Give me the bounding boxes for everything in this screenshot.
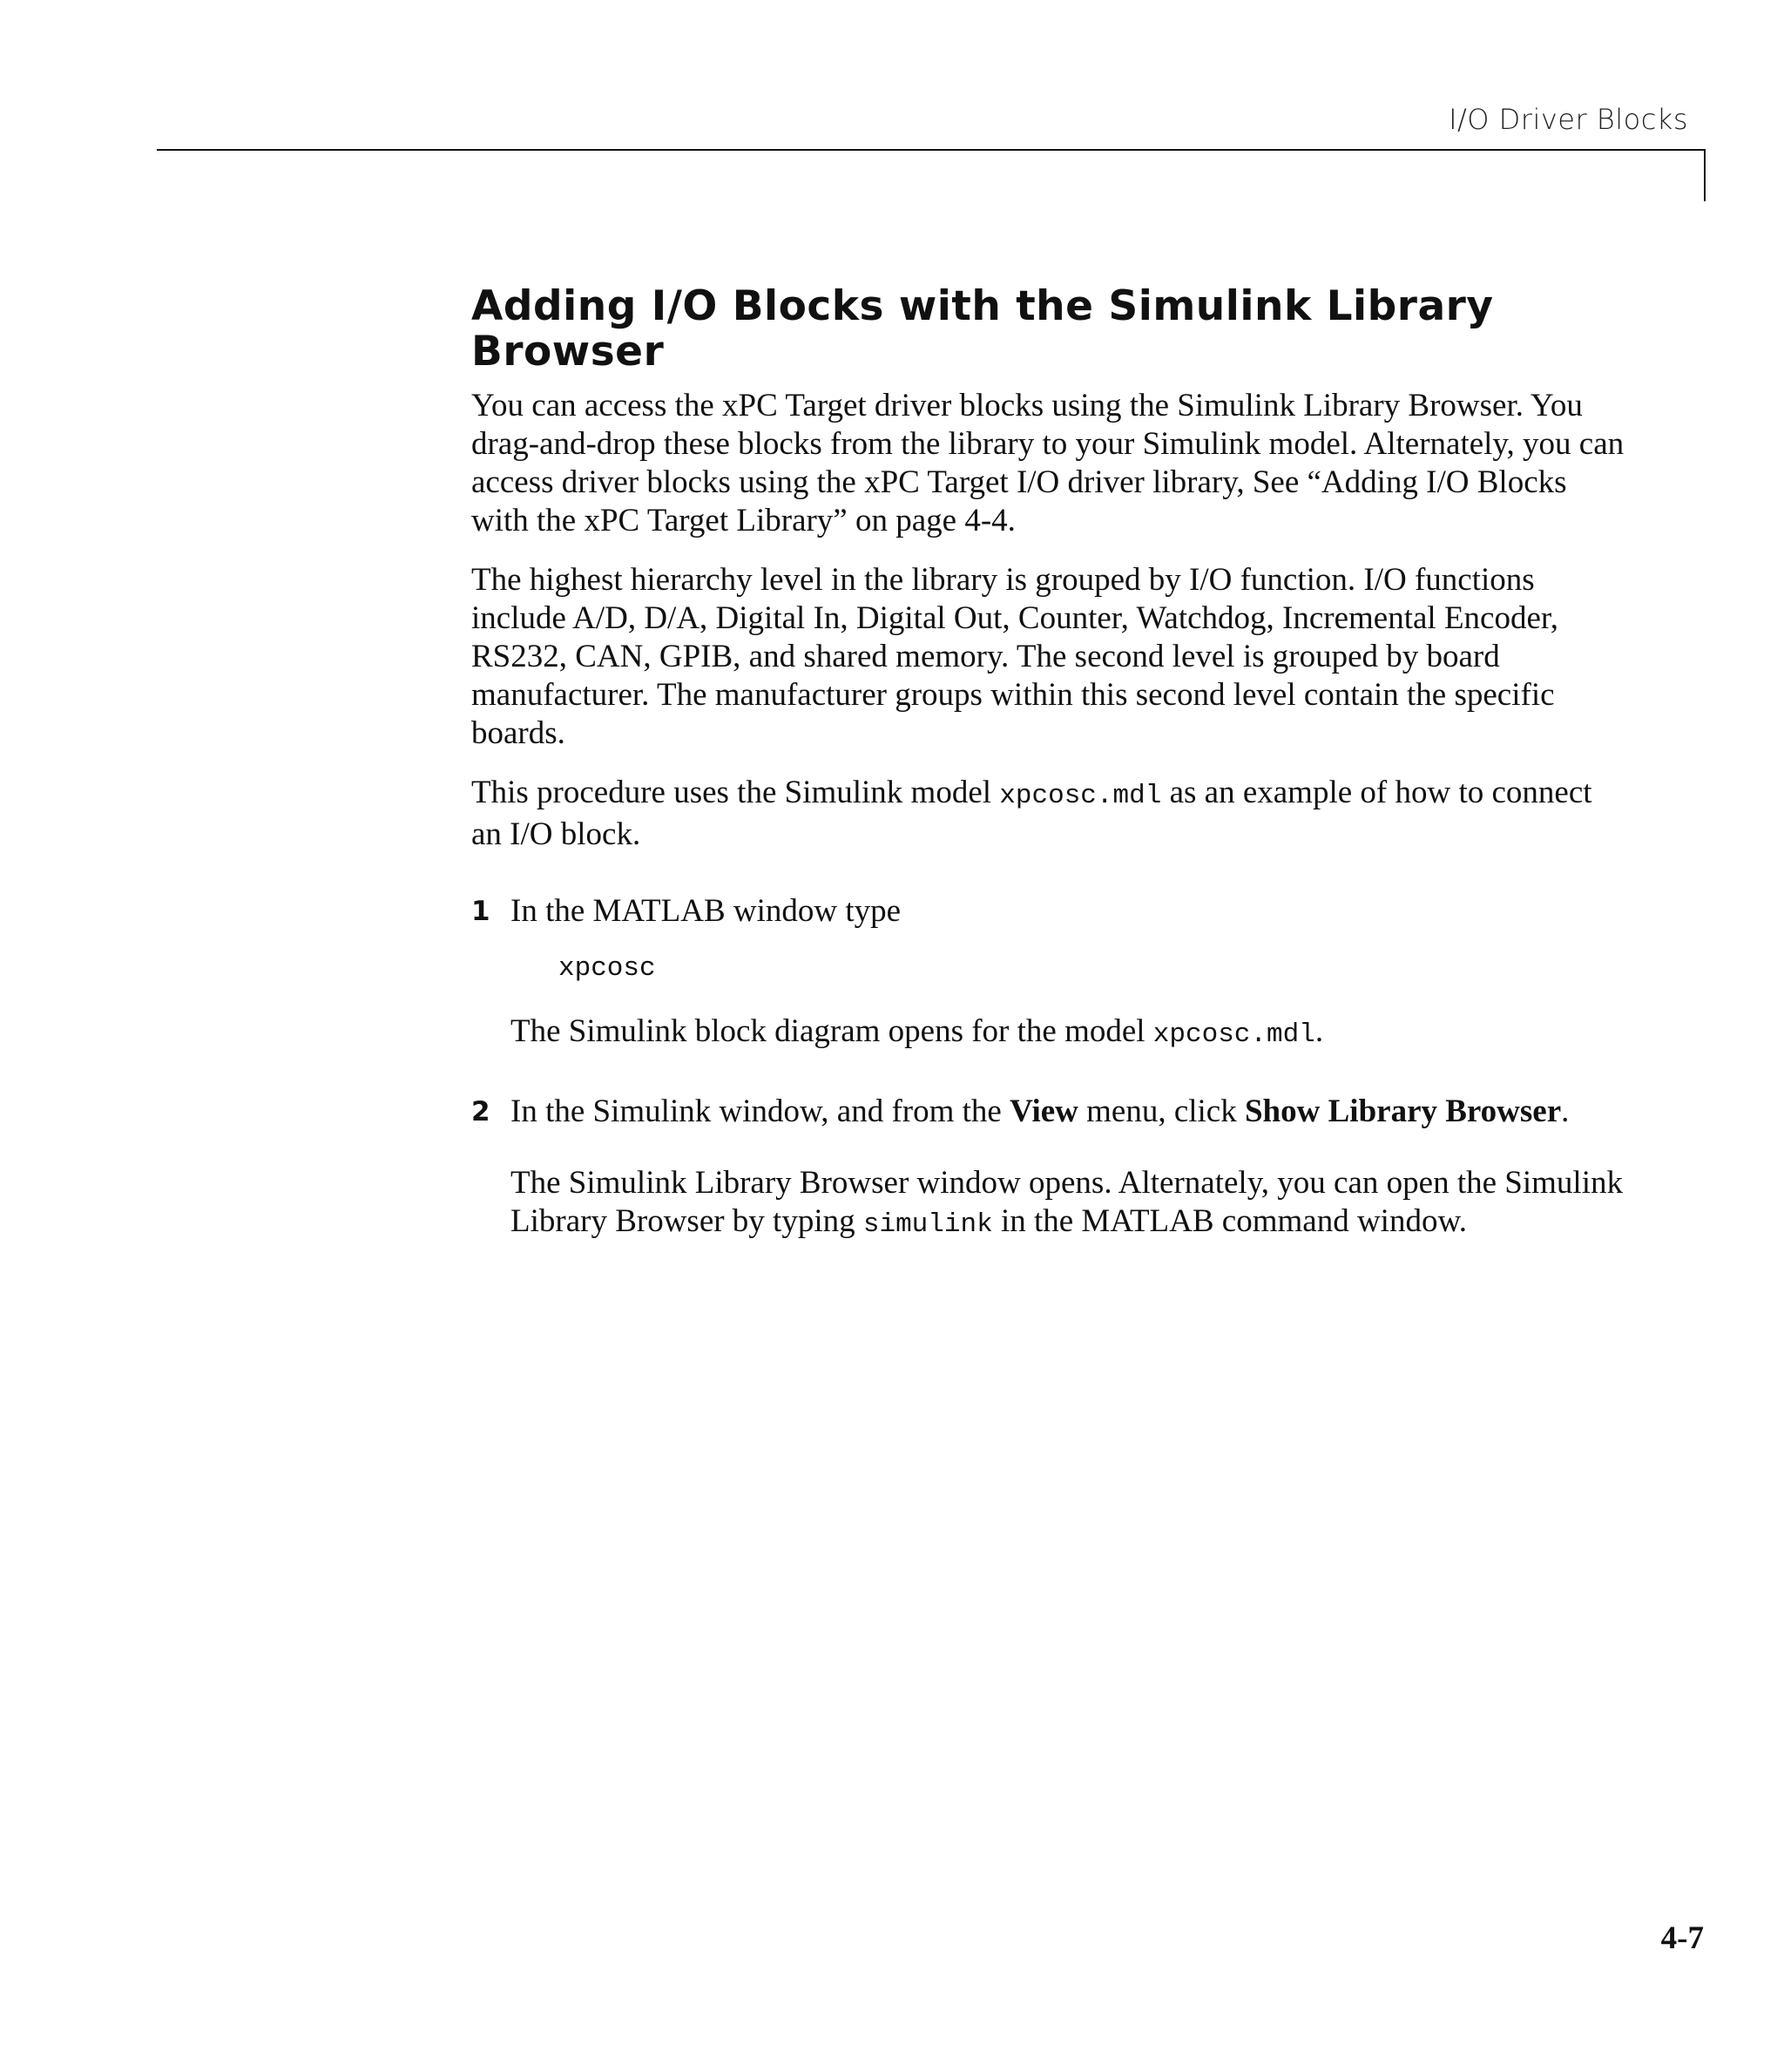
step-result-text: The Simulink Library Browser window opens. Alternately, you can open the Simulink Library Browser by typing xyxy=(510,1165,1623,1239)
procedure-paragraph xyxy=(471,774,1630,854)
model-filename: xpcosc.mdl xyxy=(1152,1019,1315,1050)
section-title: Adding I/O Blocks with the Simulink Library Browser xyxy=(471,282,1494,376)
page-content xyxy=(471,284,1630,1244)
step-2 xyxy=(471,1093,1630,1244)
step-1 xyxy=(471,892,1630,1054)
menu-name: View xyxy=(1010,1094,1078,1129)
procedure-text-end: as an example of how to connect an I/O block. xyxy=(471,775,1592,852)
step-result-end: . xyxy=(1314,1013,1324,1049)
header-rule-tick xyxy=(1704,149,1706,201)
command-name: simulink xyxy=(862,1209,993,1240)
hierarchy-paragraph: The highest hierarchy level in the library is grouped by I/O function. I/O functions include A/D, D/A, Digital In, Digital Out, Counter, Watchdog, Incremental Encoder, RS232, CAN, GPIB, and shared memory. The second level is grouped by board manufacturer. The manufacturer groups within this second level contain the specific boards. xyxy=(471,562,1558,751)
step-result-text: The Simulink block diagram opens for the model xyxy=(510,1013,1153,1049)
code-block: xpcosc xyxy=(558,953,656,984)
step-instruction xyxy=(510,1093,1630,1131)
step-number: 1 xyxy=(471,896,490,927)
step-number: 2 xyxy=(471,1096,490,1127)
step-result-end: in the MATLAB command window. xyxy=(992,1203,1468,1239)
step-result xyxy=(510,1164,1630,1244)
intro-paragraph: You can access the xPC Target driver blocks using the Simulink Library Browser. You drag-and-drop these blocks from the library to your Simulink model. Alternately, you can access driver blocks using the xPC Target I/O driver library, See “Adding I/O Blocks with the xPC Target Library” on page 4-4. xyxy=(471,388,1625,538)
header-rule xyxy=(157,149,1706,151)
menu-command: Show Library Browser xyxy=(1244,1094,1562,1129)
step-instruction-end: . xyxy=(1561,1094,1570,1129)
step-result xyxy=(510,1012,1630,1054)
model-filename: xpcosc.mdl xyxy=(999,781,1162,811)
step-instruction: In the MATLAB window type xyxy=(510,893,902,929)
procedure-text-start: This procedure uses the Simulink model xyxy=(471,775,1000,810)
step-instruction-start: In the Simulink window, and from the xyxy=(510,1094,1010,1129)
page-number: 4-7 xyxy=(1660,1920,1704,1956)
running-header: I/O Driver Blocks xyxy=(1449,103,1688,136)
step-instruction-middle: menu, click xyxy=(1078,1094,1245,1129)
